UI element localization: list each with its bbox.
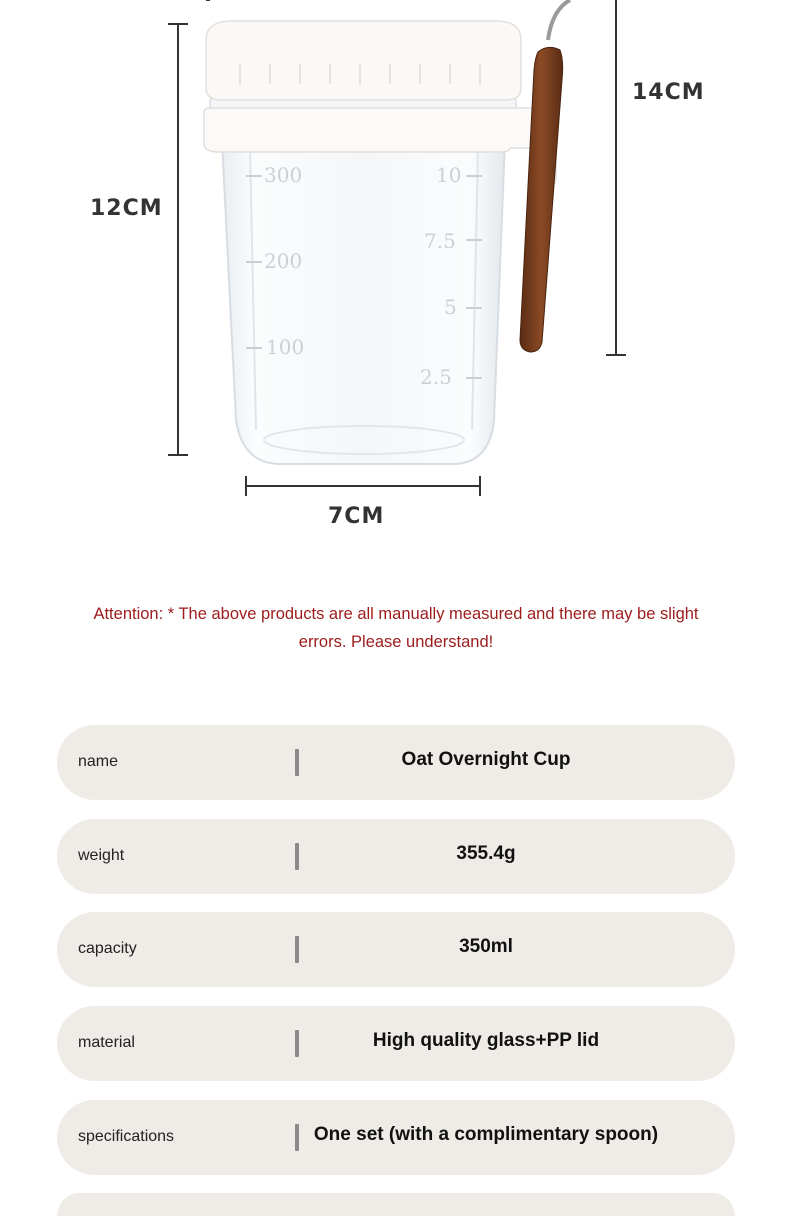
spec-value: One set (with a complimentary spoon) xyxy=(313,1124,659,1145)
spec-row-material xyxy=(57,1006,735,1081)
spec-label: name xyxy=(78,753,119,770)
spec-label: specifications xyxy=(78,1128,175,1145)
wooden-spoon xyxy=(520,47,563,352)
marking-100: 100 xyxy=(266,335,305,359)
marking-2-5: 2.5 xyxy=(420,365,452,389)
marking-200: 200 xyxy=(264,249,303,273)
spec-divider xyxy=(295,843,299,870)
glass-body xyxy=(222,140,505,464)
spec-row-weight xyxy=(57,819,735,894)
spec-value: Oat Overnight Cup xyxy=(401,749,571,770)
spec-label: material xyxy=(78,1034,135,1051)
spec-row-specifications xyxy=(57,1100,735,1175)
lid xyxy=(206,21,521,100)
spec-value: High quality glass+PP lid xyxy=(372,1030,600,1051)
spec-row-capacity xyxy=(57,912,735,987)
spec-divider xyxy=(295,936,299,963)
dimension-height-total: 14CM xyxy=(632,80,705,105)
spec-divider xyxy=(295,749,299,776)
dimension-line-12cm xyxy=(168,24,188,455)
spec-value: 355.4g xyxy=(456,843,516,864)
spec-row-name xyxy=(57,725,735,800)
spec-row-partial xyxy=(57,1193,735,1216)
attention-notice: Attention: * The above products are all manually measured and there may be slight errors. Please understand! xyxy=(93,605,699,651)
spec-label: weight xyxy=(78,847,125,864)
spec-divider xyxy=(295,1124,299,1151)
spec-label: capacity xyxy=(78,940,137,957)
dimension-line-14cm xyxy=(606,0,626,355)
dimension-height-body: 12CM xyxy=(90,196,163,221)
marking-10: 10 xyxy=(436,163,462,187)
marking-7-5: 7.5 xyxy=(424,229,456,253)
spec-divider xyxy=(295,1030,299,1057)
spec-value: 350ml xyxy=(459,936,513,957)
marking-300: 300 xyxy=(264,163,303,187)
dimension-line-7cm xyxy=(246,476,480,496)
marking-5: 5 xyxy=(444,295,457,319)
spoon-neck xyxy=(548,0,570,40)
product-image xyxy=(0,0,790,560)
dimension-width: 7CM xyxy=(328,504,385,529)
